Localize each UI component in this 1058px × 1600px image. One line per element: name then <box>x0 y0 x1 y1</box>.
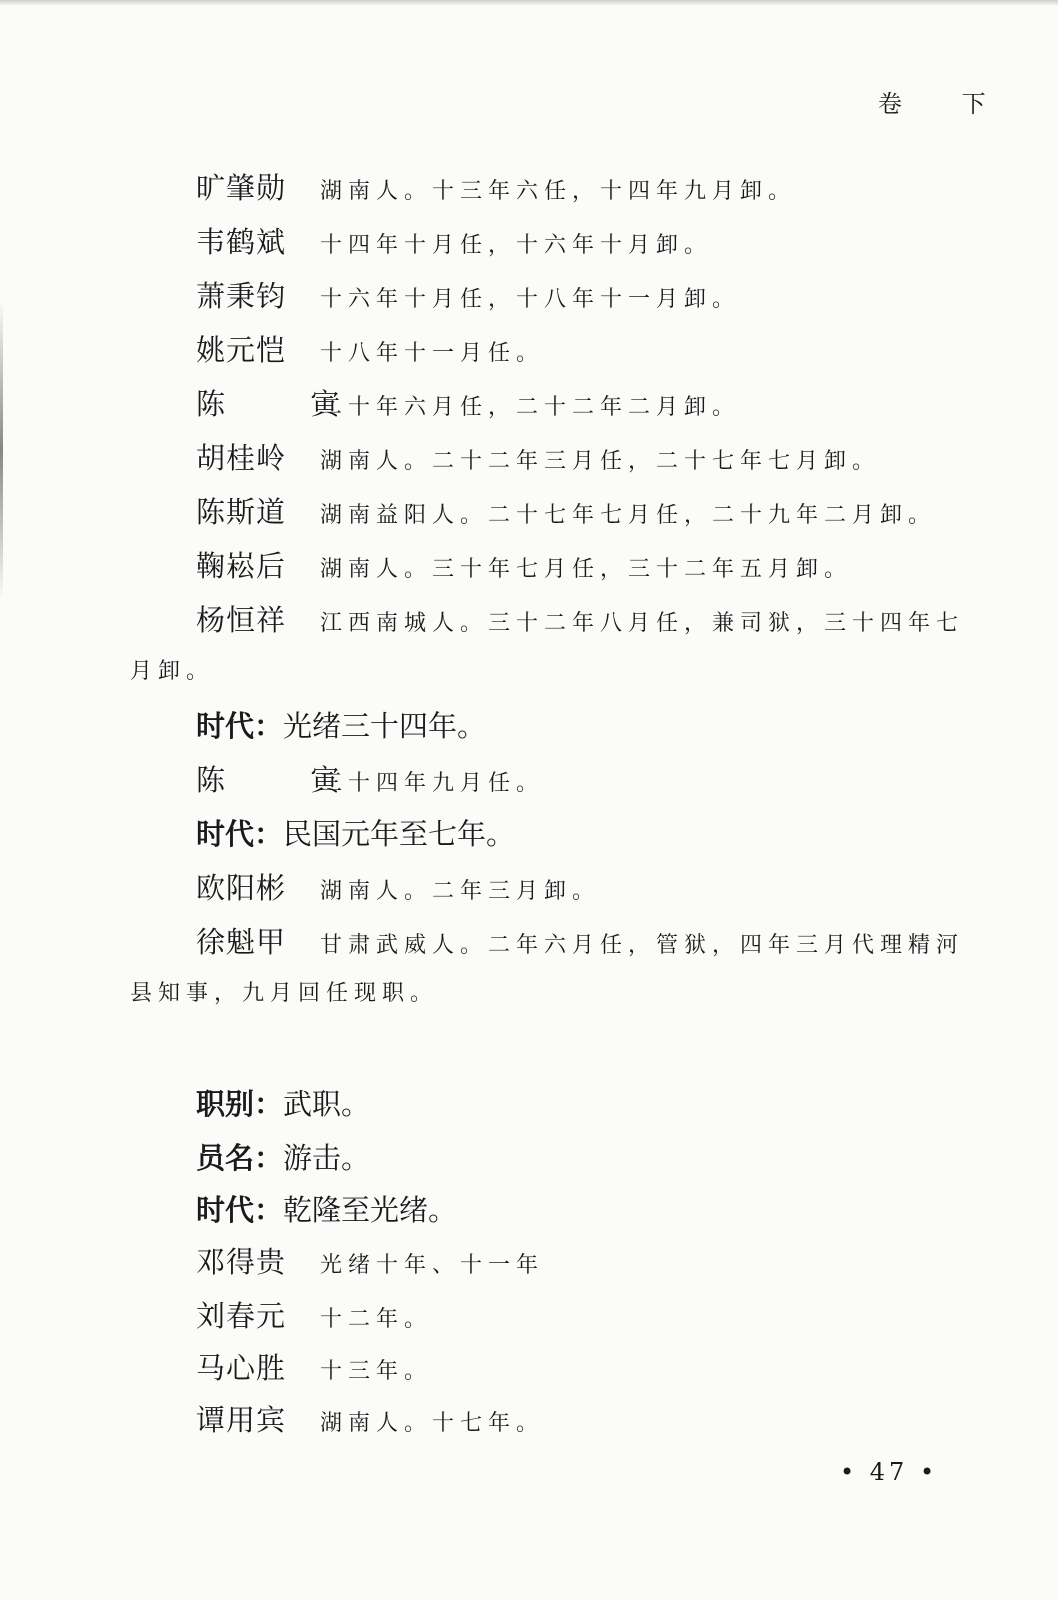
entry-continuation: 月卸。 <box>130 659 215 684</box>
running-head: 卷 下 <box>878 90 1012 118</box>
category-value: 武职。 <box>283 1087 371 1121</box>
official-name: 欧阳彬 <box>196 871 287 905</box>
entry-text: 三十四年九月任。 <box>320 771 545 796</box>
category-key: 职别： <box>196 1087 284 1121</box>
official-name: 邓得贵 <box>196 1245 287 1279</box>
official-name: 杨恒祥 <box>196 603 287 637</box>
entry <box>196 436 966 477</box>
era-heading <box>196 704 486 745</box>
entry <box>196 544 966 585</box>
entry <box>196 382 966 423</box>
era-key: 时代： <box>196 709 284 743</box>
era-key: 时代： <box>196 1193 284 1227</box>
entry-text: 湖南人。二年三月卸。 <box>320 879 601 904</box>
entry <box>196 866 966 907</box>
entry <box>196 1346 966 1387</box>
official-name: 胡桂岭 <box>196 441 287 475</box>
official-name: 陈 寅 <box>196 387 378 421</box>
entry-text: 二十年六月任，二十二年二月卸。 <box>320 395 741 420</box>
official-name: 谭用宾 <box>196 1403 287 1437</box>
official-name: 徐魁甲 <box>196 925 287 959</box>
entry-continuation: 县知事，九月回任现职。 <box>130 981 439 1006</box>
official-name: 萧秉钧 <box>196 279 287 313</box>
entry-text: 湖南人。十七年。 <box>320 1411 545 1436</box>
entry-text: 十二年。 <box>320 1307 433 1332</box>
entry-text: 湖南益阳人。二十七年七月任，二十九年二月卸。 <box>320 503 937 528</box>
official-name: 刘春元 <box>196 1299 287 1333</box>
entry-text: 十八年十一月任。 <box>320 341 545 366</box>
entry <box>196 490 966 531</box>
entry-text: 甘肃武威人。二年六月任，管狱，四年三月代理精河 <box>320 933 965 958</box>
era-heading <box>196 812 515 853</box>
entry <box>196 1294 966 1335</box>
entry <box>196 758 966 799</box>
entry <box>196 598 966 639</box>
scan-top-edge <box>0 0 1058 6</box>
era-value: 乾隆至光绪。 <box>283 1193 458 1227</box>
entry <box>196 1240 966 1281</box>
entry <box>196 920 966 961</box>
official-name: 旷肇勋 <box>196 171 287 205</box>
era-heading <box>196 1188 457 1229</box>
entry-text: 十四年十月任，十六年十月卸。 <box>320 233 713 258</box>
title-key: 员名： <box>196 1141 284 1175</box>
official-name: 姚元恺 <box>196 333 287 367</box>
official-name: 韦鹤斌 <box>196 225 287 259</box>
scan-left-edge <box>0 300 3 600</box>
title-value: 游击。 <box>283 1141 371 1175</box>
entry <box>196 166 966 207</box>
entry <box>196 328 966 369</box>
era-key: 时代： <box>196 817 284 851</box>
entry-text: 光绪十年、十一年 <box>320 1253 545 1278</box>
era-value: 民国元年至七年。 <box>283 817 516 851</box>
entry-text: 湖南人。二十二年三月任，二十七年七月卸。 <box>320 449 881 474</box>
official-name: 陈 寅 <box>196 763 378 797</box>
entry-text: 湖南人。三十年七月任，三十二年五月卸。 <box>320 557 853 582</box>
page-number: • 47 • <box>840 1458 939 1486</box>
era-value: 光绪三十四年。 <box>283 709 487 743</box>
entry-text: 十六年十月任，十八年十一月卸。 <box>320 287 741 312</box>
official-name: 鞠崧后 <box>196 549 287 583</box>
entry <box>196 274 966 315</box>
entry-text: 湖南人。十三年六任，十四年九月卸。 <box>320 179 797 204</box>
entry-text: 江西南城人。三十二年八月任，兼司狱，三十四年七 <box>320 611 965 636</box>
entry <box>196 1398 966 1439</box>
title-heading <box>196 1136 370 1177</box>
entry-text: 十三年。 <box>320 1359 433 1384</box>
category-heading <box>196 1082 370 1123</box>
official-name: 陈斯道 <box>196 495 287 529</box>
official-name: 马心胜 <box>196 1351 287 1385</box>
entry <box>196 220 966 261</box>
